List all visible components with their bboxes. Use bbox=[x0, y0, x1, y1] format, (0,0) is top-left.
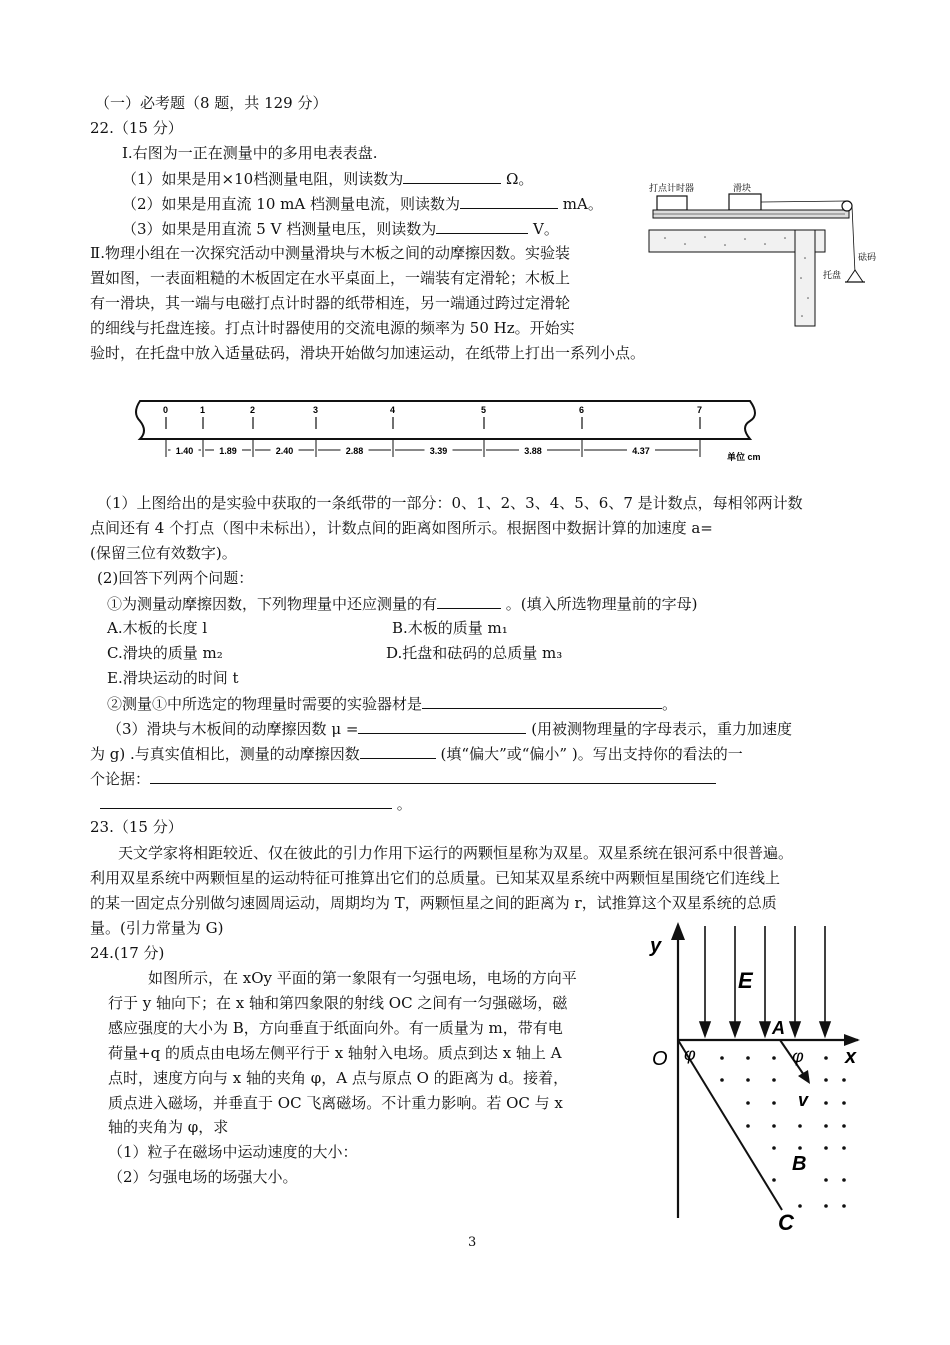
option-e: E.滑块运动的时间 t bbox=[107, 669, 239, 687]
velocity-arrowhead bbox=[798, 1070, 810, 1084]
option-c: C.滑块的质量 m₂ bbox=[107, 644, 223, 662]
tape-dim-label-0: 1.40 bbox=[175, 446, 194, 456]
option-d: D.托盘和砝码的总质量 m₃ bbox=[386, 644, 563, 662]
q24-line3: 感应强度的大小为 B，方向垂直于纸面向外。有一质量为 m，带有电 bbox=[108, 1019, 563, 1037]
q22-sub3-blank2 bbox=[360, 743, 436, 759]
tape-point-label-7: 7 bbox=[697, 405, 703, 415]
timer-label: 打点计时器 bbox=[649, 183, 695, 193]
q22-sub2-q1 bbox=[107, 593, 698, 614]
q22-item2-blank bbox=[460, 193, 558, 209]
q24-line5: 点时，速度方向与 x 轴的夹角 φ，A 点与原点 O 的距离为 d。接着， bbox=[108, 1069, 569, 1087]
q22-sub2-q2-pre: ②测量①中所选定的物理量时需要的实验器材是 bbox=[107, 695, 423, 713]
q23-line1: 天文学家将相距较近、仅在彼此的引力作用下运行的两颗恒星称为双星。双星系统在银河系中很普遍。 bbox=[118, 844, 794, 862]
q24-line1: 如图所示，在 xOy 平面的第一象限有一匀强电场，电场的方向平 bbox=[148, 969, 577, 987]
tape-point-label-0: 0 bbox=[163, 405, 169, 415]
q22-sub3-line4 bbox=[100, 793, 412, 814]
q22-sub2-q2-blank bbox=[422, 693, 662, 709]
ray-oc bbox=[678, 1040, 782, 1210]
tape-dim-label-4: 3.39 bbox=[429, 446, 448, 456]
q22-sub3-pre: （3）滑块与木板间的动摩擦因数 μ = bbox=[107, 720, 359, 738]
phi-label-o: φ bbox=[684, 1044, 696, 1064]
tape-dim-label-1: 1.89 bbox=[219, 446, 237, 456]
q24-title: 24.(17 分) bbox=[90, 944, 165, 962]
q22-sub3-line2-post: (填“偏大”或“偏小” )。写出支持你的看法的一 bbox=[440, 745, 743, 763]
q22-part2-line3: 有一滑块，其一端与电磁打点计时器的纸带相连，另一端通过跨过定滑轮 bbox=[90, 294, 571, 312]
weights-label: 砝码 bbox=[858, 252, 877, 262]
tape-point-label-5: 5 bbox=[481, 405, 487, 415]
tape-point-label-3: 3 bbox=[313, 405, 319, 415]
v-label: v bbox=[798, 1090, 809, 1110]
q22-item1-mid: 档测量电阻，则读数为 bbox=[253, 170, 404, 188]
b-field-dots bbox=[720, 1056, 846, 1208]
q24-sub2: （2）匀强电场的场强大小。 bbox=[108, 1168, 298, 1186]
pulley bbox=[842, 201, 852, 211]
q22-sub3-blank1 bbox=[358, 718, 526, 734]
tape-point-label-6: 6 bbox=[579, 405, 585, 415]
a-label: A bbox=[772, 1018, 785, 1038]
tape-point-label-2: 2 bbox=[250, 405, 256, 415]
q24-sub1: （1）粒子在磁场中运动速度的大小： bbox=[108, 1143, 358, 1161]
page-number: 3 bbox=[468, 1235, 477, 1250]
q22-sub1-line1: （1）上图给出的是实验中获取的一条纸带的一部分：0、1、2、3、4、5、6、7 是计数点，每相邻两计数 bbox=[97, 494, 803, 512]
q22-sub3-blank4 bbox=[100, 793, 392, 809]
q22-sub1-line3: (保留三位有效数字)。 bbox=[90, 544, 237, 562]
option-b: B.木板的质量 m₁ bbox=[392, 619, 508, 637]
q22-title: 22.（15 分） bbox=[90, 119, 183, 137]
e-label: E bbox=[738, 968, 753, 993]
q23-line2: 利用双星系统中两颗恒星的运动特征可推算出它们的总质量。已知某双星系统中两颗恒星围绕它们连线上 bbox=[90, 869, 781, 887]
c-label: C bbox=[778, 1210, 794, 1234]
b-label: B bbox=[792, 1153, 807, 1175]
q22-sub3-line1 bbox=[107, 718, 792, 739]
tape-dim-label-6: 4.37 bbox=[632, 446, 650, 456]
apparatus-figure bbox=[645, 178, 885, 328]
q24-line4: 荷量+q 的质点由电场左侧平行于 x 轴射入电场。质点到达 x 轴上 A bbox=[108, 1044, 562, 1062]
q22-sub1-line2: 点间还有 4 个打点（图中未标出），计数点间的距离如图所示。根据图中数据计算的加速度 a= bbox=[90, 519, 713, 537]
field-figure bbox=[640, 918, 880, 1234]
tray-label: 托盘 bbox=[823, 270, 842, 280]
q22-sub3-line3-pre: 个论据： bbox=[90, 770, 151, 788]
q22-item1-pre: （1）如果是用×10 bbox=[122, 170, 254, 188]
q22-sub3-blank3 bbox=[150, 768, 716, 784]
q22-sub2-q1-post: 。(填入所选物理量前的字母) bbox=[505, 595, 698, 613]
q22-part2-line5: 验时，在托盘中放入适量砝码，滑块开始做匀加速运动，在纸带上打出一系列小点。 bbox=[90, 344, 646, 362]
q24-line6: 质点进入磁场，并垂直于 OC 飞离磁场。不计重力影响。若 OC 与 x bbox=[108, 1094, 563, 1112]
q22-item2-pre: （2）如果是用直流 10 mA 档测量电流，则读数为 bbox=[122, 195, 460, 213]
q22-sub3-line2 bbox=[90, 743, 743, 764]
tape-dim-label-3: 2.88 bbox=[345, 446, 364, 456]
q22-part2-line2: 置如图，一表面粗糙的木板固定在水平桌面上，一端装有定滑轮；木板上 bbox=[90, 269, 571, 287]
q23-title: 23.（15 分） bbox=[90, 818, 183, 836]
q23-line4: 量。(引力常量为 G) bbox=[90, 919, 224, 937]
q22-item3-blank bbox=[436, 218, 528, 234]
tray-shape bbox=[847, 270, 863, 282]
tape-dim-label-2: 2.40 bbox=[275, 446, 294, 456]
q22-item2 bbox=[122, 193, 603, 214]
y-axis-arrow bbox=[671, 922, 685, 940]
q22-sub2-q1-pre: ①为测量动摩擦因数，下列物理量中还应测量的有 bbox=[107, 595, 438, 613]
tape-outline bbox=[136, 401, 755, 439]
q22-item1-blank bbox=[403, 168, 501, 184]
q22-part1-intro: I.右图为一正在测量中的多用电表表盘. bbox=[122, 144, 378, 162]
q22-part2-line4: 的细线与托盘连接。打点计时器使用的交流电源的频率为 50 Hz。开始实 bbox=[90, 319, 575, 337]
tape-unit-label: 单位 cm bbox=[727, 452, 761, 462]
q22-sub2-title: (2)回答下列两个问题： bbox=[97, 569, 254, 587]
table-leg bbox=[795, 230, 815, 326]
phi-label-a: φ bbox=[792, 1046, 804, 1066]
e-field-arrows bbox=[700, 926, 830, 1036]
q22-item2-unit: mA。 bbox=[562, 195, 603, 213]
q22-sub2-q2-post: 。 bbox=[662, 695, 678, 713]
q22-sub3-line3 bbox=[90, 768, 716, 789]
q22-item3-pre: （3）如果是用直流 5 V 档测量电压，则读数为 bbox=[122, 220, 437, 238]
q22-sub3-post: (用被测物理量的字母表示，重力加速度 bbox=[531, 720, 793, 738]
q24-line7: 轴的夹角为 φ，求 bbox=[108, 1118, 229, 1136]
q22-sub3-line2-pre: 为 g) .与真实值相比，测量的动摩擦因数 bbox=[90, 745, 360, 763]
q22-sub2-q1-blank bbox=[437, 593, 501, 609]
q22-part2-line1: Ⅱ.物理小组在一次探究活动中测量滑块与木板之间的动摩擦因数。实验装 bbox=[90, 244, 570, 262]
origin-label: O bbox=[652, 1048, 668, 1070]
q22-sub2-q2 bbox=[107, 693, 677, 714]
q22-item3 bbox=[122, 218, 559, 239]
q22-item3-unit: V。 bbox=[533, 220, 559, 238]
tape-dim-label-5: 3.88 bbox=[524, 446, 542, 456]
q22-sub3-line4-post: 。 bbox=[396, 795, 412, 813]
tape-point-label-4: 4 bbox=[390, 405, 396, 415]
q23-line3: 的某一固定点分别做匀速圆周运动，周期均为 T，两颗恒星之间的距离为 r，试推算这个双星系统的总质 bbox=[90, 894, 777, 912]
x-label: x bbox=[845, 1046, 857, 1068]
q22-item1 bbox=[122, 168, 533, 189]
section-header: （一）必考题（8 题，共 129 分） bbox=[95, 94, 328, 112]
x-axis-arrow bbox=[844, 1034, 860, 1046]
block-label: 滑块 bbox=[733, 183, 752, 193]
tape-point-label-1: 1 bbox=[200, 405, 206, 415]
q22-item1-unit: Ω。 bbox=[506, 170, 534, 188]
option-a: A.木板的长度 l bbox=[107, 619, 208, 637]
timer-box bbox=[657, 196, 687, 210]
paper-tape-figure bbox=[130, 395, 770, 467]
y-label: y bbox=[650, 935, 662, 957]
q24-line2: 行于 y 轴向下；在 x 轴和第四象限的射线 OC 之间有一匀强磁场，磁 bbox=[108, 994, 568, 1012]
block-box bbox=[729, 194, 761, 210]
